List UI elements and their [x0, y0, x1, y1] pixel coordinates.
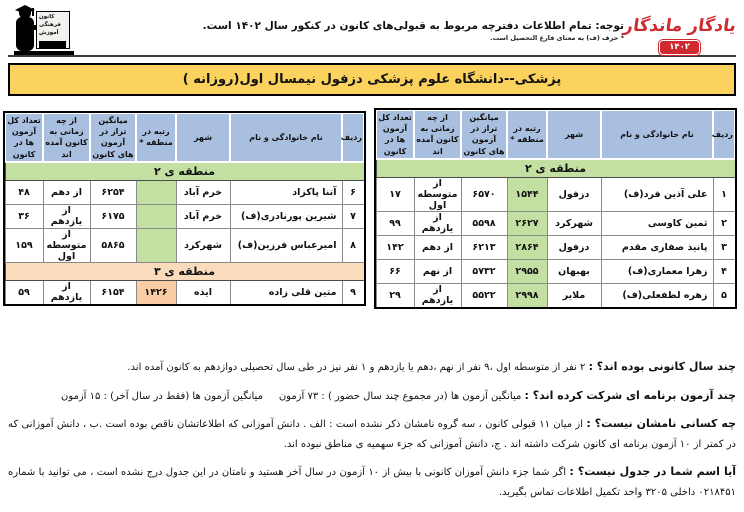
logo-sign	[36, 11, 70, 49]
cell-city: دزفول	[547, 177, 601, 211]
cell-since: از دهم	[414, 235, 461, 259]
note-label: چند آزمون برنامه ای شرکت کرده اند؟ :	[524, 388, 736, 402]
cell-row-no: ۶	[342, 180, 364, 204]
cell-total: ۲۹	[376, 283, 414, 307]
note-label: چه کسانی نامشان نیست؟ :	[586, 417, 737, 430]
results-table-left	[4, 112, 365, 305]
region-label: منطقه ی ۲	[376, 159, 735, 178]
cell-since: از متوسطه اول	[43, 228, 90, 262]
cell-row-no: ۹	[342, 280, 364, 304]
logo-line-1: کانون	[39, 14, 55, 20]
cell-rank: ۱۴۲۶	[136, 280, 176, 304]
cell-rank: ۲۹۵۵	[507, 259, 547, 283]
cell-total: ۱۵۹	[5, 228, 43, 262]
cell-city: دزفول	[547, 235, 601, 259]
cell-rank: ۲۸۶۴	[507, 235, 547, 259]
page-header	[8, 4, 736, 54]
col-header-name: نام خانوادگی و نام	[601, 110, 713, 159]
cell-row-no: ۱	[713, 177, 735, 211]
header-row	[5, 113, 364, 162]
col-header-avg: میانگین تراز در آزمون های کانون	[90, 113, 136, 162]
note-exam-count	[8, 385, 736, 407]
table-row	[376, 259, 735, 283]
cell-name: ثمین کاوسی	[601, 211, 713, 235]
cell-total: ۶۶	[376, 259, 414, 283]
page-title: پزشکی--دانشگاه علوم پزشکی دزفول نیمسال اول(روزانه )	[8, 63, 736, 96]
cell-city: خرم آباد	[176, 204, 230, 228]
table-row	[5, 180, 364, 204]
header-note-main: توجه: تمام اطلاعات دفترچه مربوط به قبولی‌های کانون در کنکور سال ۱۴۰۲ است.	[202, 20, 624, 32]
col-header-row-no: ردیف	[342, 113, 364, 162]
brand-logotype: یادگار ماندگار	[621, 16, 738, 36]
cell-rank	[136, 204, 176, 228]
header-note-footnote: * حرف (ف) به معنای فارغ التحصیل است.	[490, 34, 624, 42]
cell-rank: ۲۹۹۸	[507, 283, 547, 307]
note-missing-names	[4, 413, 737, 454]
note-text: میانگین آزمون ها (در مجموع چند سال حضور ) : ۷۳ آزمون میانگین آزمون ها (فقط در سال آخر) : ۱۵ آزمون	[60, 390, 522, 402]
col-header-city: شهر	[176, 113, 230, 162]
header-row	[376, 110, 735, 159]
cell-city: شهرکرد	[547, 211, 601, 235]
year-badge: ۱۴۰۲	[659, 40, 700, 55]
cell-name: پانیذ صفاری مقدم	[601, 235, 713, 259]
cell-rank: ۲۶۲۷	[507, 211, 547, 235]
region-label: منطقه ی ۳	[5, 262, 364, 280]
cell-row-no: ۲	[713, 211, 735, 235]
cell-since: از متوسطه اول	[414, 177, 461, 211]
cell-rank: ۱۵۴۴	[507, 177, 547, 211]
results-tables	[8, 109, 736, 308]
cell-name: زهره لطفعلی(ف)	[601, 283, 713, 307]
note-text: از میان ۱۱ قبولی کانون ، سه گروه نامشان ذکر نشده است : الف . دانش آموزانی که اطلاعاتشان ناقص بوده است .ب ، دانش آموزانی که در کمتر از ۱۰ آزمون برنامه ای کانون شرکت داشته اند . ج، دانش آموزانی که جزء سهمیه ی مناطق نبوده اند.	[4, 419, 736, 450]
cell-row-no: ۴	[713, 259, 735, 283]
cell-rank	[136, 180, 176, 204]
logo-line-2: فرهنگی	[39, 21, 61, 28]
header-note	[203, 4, 624, 42]
results-table-right	[375, 109, 736, 308]
cell-name: شیرین پورنادری(ف)	[230, 204, 342, 228]
logo-sign-footer	[39, 41, 66, 48]
cell-total: ۳۶	[5, 204, 43, 228]
region-2-banner	[5, 162, 364, 181]
cell-name: آتنا پاکزاد	[230, 180, 342, 204]
header-divider	[8, 55, 736, 57]
logo-base	[14, 51, 74, 55]
cell-since: از یازدهم	[414, 283, 461, 307]
cell-total: ۹۹	[376, 211, 414, 235]
footer-notes	[4, 356, 737, 509]
note-label: آیا اسم شما در جدول نیست؟ :	[569, 465, 737, 478]
cell-since: از یازدهم	[43, 280, 90, 304]
cell-name: امیرعباس فرزین(ف)	[230, 228, 342, 262]
logo-line-3: آموزش	[39, 29, 59, 36]
cell-row-no: ۵	[713, 283, 735, 307]
region-2-banner	[376, 159, 735, 178]
note-label: چند سال کانونی بوده اند؟ :	[588, 360, 736, 373]
cell-total: ۵۹	[5, 280, 43, 304]
col-header-rank: رتبه در منطقه *	[136, 113, 176, 162]
col-header-rank: رتبه در منطقه *	[507, 110, 547, 159]
col-header-total: تعداد کل آزمون ها در کانون	[5, 113, 43, 162]
cell-row-no: ۷	[342, 204, 364, 228]
cell-avg: ۵۵۹۸	[461, 211, 507, 235]
table-row	[5, 280, 364, 304]
cell-name: علی آذین فرد(ف)	[601, 177, 713, 211]
cell-avg: ۵۵۲۲	[461, 283, 507, 307]
col-header-total: تعداد کل آزمون ها در کانون	[376, 110, 414, 159]
note-contact	[4, 461, 737, 502]
cell-avg: ۶۱۵۴	[90, 280, 136, 304]
col-header-avg: میانگین تراز در آزمون های کانون	[461, 110, 507, 159]
cell-city: ایذه	[176, 280, 230, 304]
col-header-since: از چه زمانی به کانون آمده اند	[43, 113, 90, 162]
col-header-since: از چه زمانی به کانون آمده اند	[414, 110, 461, 159]
cell-city: شهرکرد	[176, 228, 230, 262]
table-row	[376, 235, 735, 259]
note-text: اگر شما جزء دانش آموزان کانونی با بیش از ۱۰ آزمون در سال آخر هستید و نامتان در این جدول درج نشده است ، می توانید با شماره ۰۲۱۸۴۵۱ داخلی ۳۲۰۵ واحد تکمیل اطلاعات تماس بگیرید.	[4, 467, 736, 498]
cell-row-no: ۳	[713, 235, 735, 259]
cell-avg: ۵۸۶۵	[90, 228, 136, 262]
region-label: منطقه ی ۲	[5, 162, 364, 181]
note-kanoon-years	[8, 356, 736, 378]
cell-city: خرم آباد	[176, 180, 230, 204]
note-text: ۲ نفر از متوسطه اول ،۹ نفر از نهم ،دهم یا یازدهم و ۱ نفر نیز در طی سال تحصیلی دوازدهم به کانون آمده اند.	[127, 362, 586, 373]
cell-since: از نهم	[414, 259, 461, 283]
cell-since: از یازدهم	[414, 211, 461, 235]
kanoon-logo	[14, 3, 78, 55]
table-row	[5, 204, 364, 228]
cell-avg: ۶۲۵۴	[90, 180, 136, 204]
cell-total: ۱۷	[376, 177, 414, 211]
col-header-name: نام خانوادگی و نام	[230, 113, 342, 162]
table-row	[376, 283, 735, 307]
cell-row-no: ۸	[342, 228, 364, 262]
region-3-banner	[5, 262, 364, 280]
cell-total: ۱۴۲	[376, 235, 414, 259]
cell-city: بهبهان	[547, 259, 601, 283]
cell-name: زهرا معماری(ف)	[601, 259, 713, 283]
cell-avg: ۵۷۳۲	[461, 259, 507, 283]
cell-avg: ۶۵۷۰	[461, 177, 507, 211]
table-row	[5, 228, 364, 262]
table-row	[376, 211, 735, 235]
cell-city: ملایر	[547, 283, 601, 307]
cell-name: متین قلی زاده	[230, 280, 342, 304]
cell-avg: ۶۲۱۳	[461, 235, 507, 259]
table-row	[376, 177, 735, 211]
col-header-row-no: ردیف	[713, 110, 735, 159]
cell-since: از دهم	[43, 180, 90, 204]
cell-total: ۴۸	[5, 180, 43, 204]
col-header-city: شهر	[547, 110, 601, 159]
cell-avg: ۶۱۷۵	[90, 204, 136, 228]
cell-since: از یازدهم	[43, 204, 90, 228]
cell-rank	[136, 228, 176, 262]
brand-block	[621, 4, 738, 52]
